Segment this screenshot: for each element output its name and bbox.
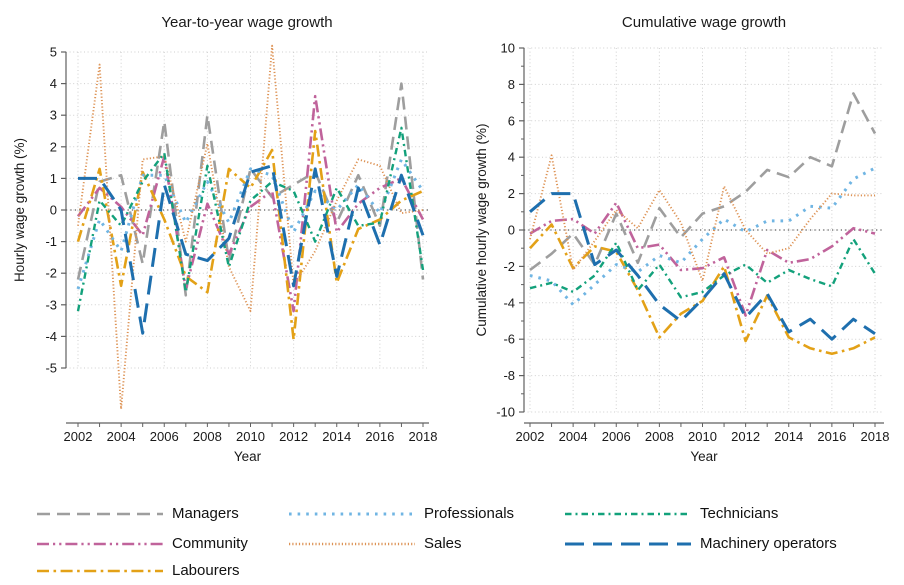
legend-item-professionals: [287, 504, 514, 524]
svg-text:-3: -3: [45, 297, 57, 313]
svg-text:-2: -2: [503, 258, 515, 274]
chart-title: Cumulative wage growth: [621, 14, 787, 31]
svg-text:2: 2: [49, 139, 57, 155]
svg-text:8: 8: [507, 76, 515, 92]
svg-text:2004: 2004: [558, 429, 588, 444]
svg-text:2016: 2016: [817, 429, 847, 444]
legend-label: Community: [172, 535, 248, 552]
chart-title: Year-to-year wage growth: [161, 14, 333, 31]
legend-label: Managers: [172, 505, 239, 522]
legend-label: Technicians: [700, 505, 779, 522]
svg-text:2004: 2004: [106, 429, 136, 444]
professionals-line-swatch: [287, 508, 417, 520]
legend-label: Professionals: [424, 505, 515, 522]
svg-text:-5: -5: [45, 360, 57, 376]
svg-text:3: 3: [49, 107, 57, 123]
svg-text:0: 0: [507, 222, 515, 238]
svg-text:2012: 2012: [279, 429, 309, 444]
year-to-year-chart: [0, 0, 452, 480]
legend-label: Machinery operators: [700, 535, 837, 552]
svg-text:1: 1: [49, 170, 57, 186]
svg-text:2002: 2002: [515, 429, 545, 444]
legend-item-sales: [287, 534, 462, 554]
axes: [496, 41, 889, 445]
technicians-line-swatch: [563, 508, 693, 520]
svg-text:2018: 2018: [860, 429, 890, 444]
svg-text:4: 4: [507, 149, 515, 165]
machinery-operators-line-swatch: [563, 538, 693, 550]
legend-item-machinery-operators: [563, 534, 837, 554]
svg-text:2014: 2014: [322, 429, 352, 444]
svg-text:6: 6: [507, 113, 515, 129]
svg-text:2006: 2006: [149, 429, 179, 444]
x-axis-title: Year: [690, 449, 718, 464]
svg-text:-8: -8: [503, 368, 515, 384]
legend-item-community: [35, 534, 248, 554]
svg-text:2010: 2010: [688, 429, 717, 444]
svg-text:2008: 2008: [192, 429, 222, 444]
svg-text:-1: -1: [45, 234, 57, 250]
community-line-swatch: [35, 538, 165, 550]
svg-text:-4: -4: [503, 295, 515, 311]
svg-text:4: 4: [49, 76, 57, 92]
svg-text:10: 10: [500, 40, 515, 56]
svg-text:-2: -2: [45, 265, 57, 281]
cumulative-chart: [452, 0, 904, 480]
svg-text:2016: 2016: [365, 429, 395, 444]
svg-text:2008: 2008: [644, 429, 674, 444]
svg-text:2014: 2014: [774, 429, 804, 444]
legend-item-managers: [35, 504, 239, 524]
y-axis-title: Hourly wage growth (%): [12, 137, 27, 283]
year-to-year-panel: [0, 0, 452, 480]
svg-text:-4: -4: [45, 328, 57, 344]
legend-label: Labourers: [172, 562, 240, 579]
cumulative-panel: [452, 0, 904, 480]
svg-text:-10: -10: [496, 404, 515, 420]
svg-text:-6: -6: [503, 331, 515, 347]
legend-item-labourers: [35, 561, 240, 581]
svg-text:2010: 2010: [236, 429, 265, 444]
svg-text:5: 5: [49, 44, 57, 60]
managers-line-swatch: [35, 508, 165, 520]
sales-line-swatch: [287, 538, 417, 550]
svg-text:2018: 2018: [408, 429, 438, 444]
legend: [0, 480, 904, 585]
x-axis-title: Year: [233, 449, 262, 464]
svg-text:2012: 2012: [731, 429, 761, 444]
svg-text:0: 0: [49, 202, 57, 218]
svg-text:2002: 2002: [63, 429, 93, 444]
svg-text:2: 2: [507, 186, 515, 202]
legend-label: Sales: [424, 535, 462, 552]
svg-text:2006: 2006: [601, 429, 631, 444]
y-axis-title: Cumulative hourly wage growth (%): [474, 123, 489, 337]
labourers-line-swatch: [35, 565, 165, 577]
legend-item-technicians: [563, 504, 778, 524]
